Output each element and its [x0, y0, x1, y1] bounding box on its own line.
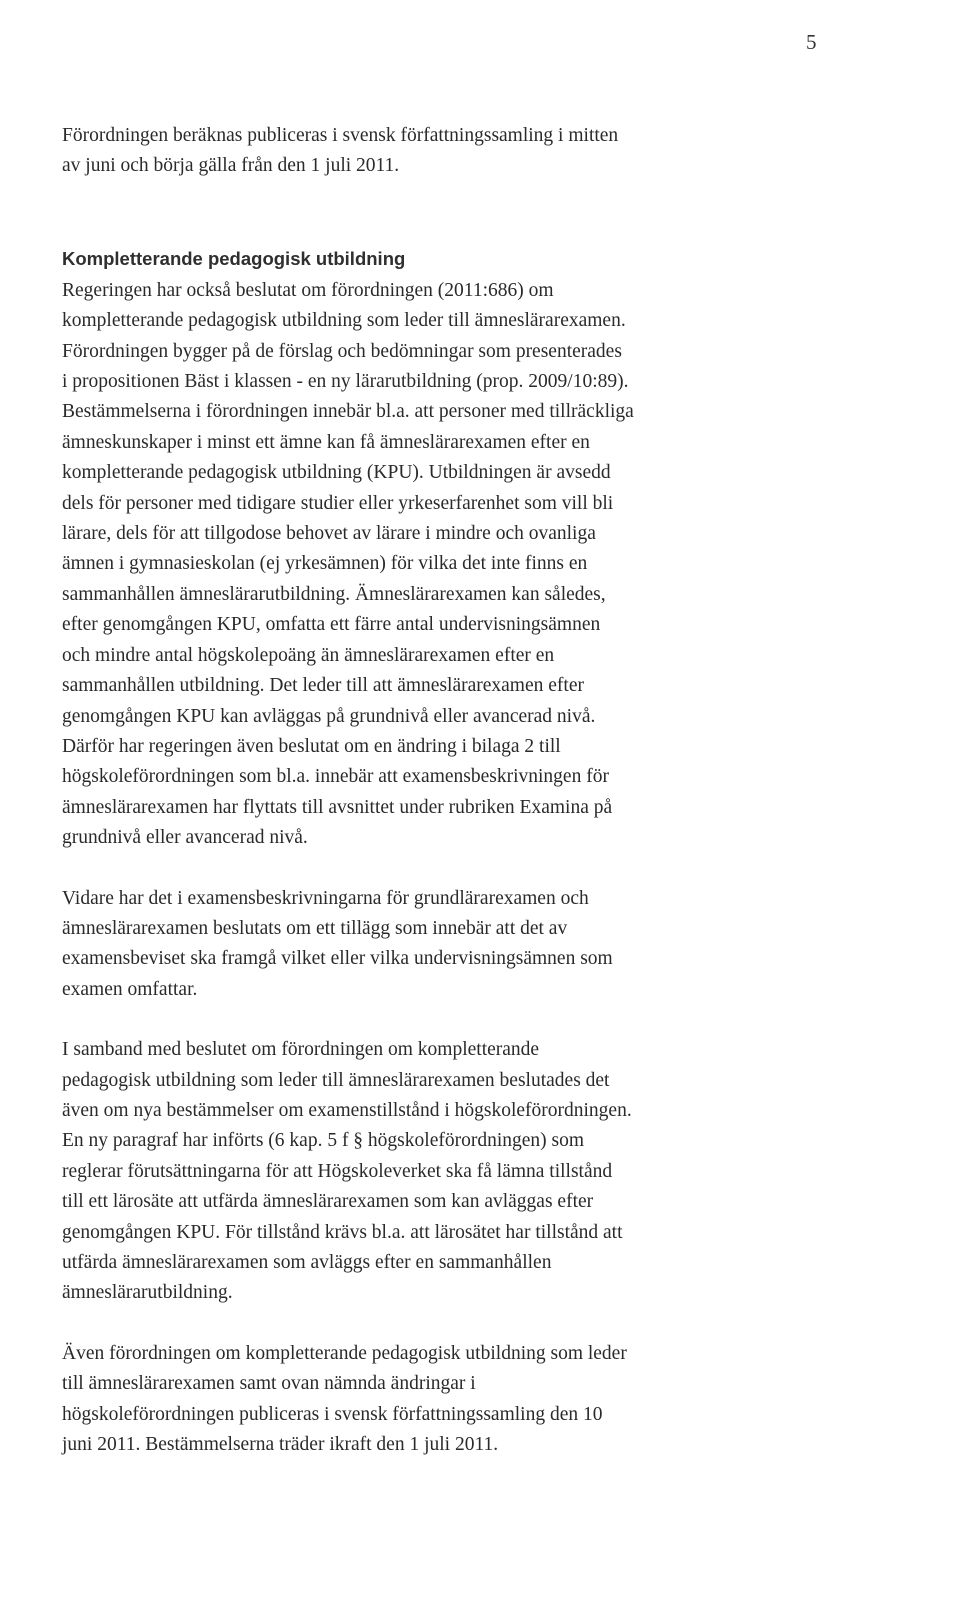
- text-line: Bestämmelserna i förordningen innebär bl.a. att personer med tillräckliga: [62, 401, 634, 423]
- text-line: ämnen i gymnasieskolan (ej yrkesämnen) för vilka det inte finns en: [62, 553, 588, 575]
- text-line: till ett lärosäte att utfärda ämneslärarexamen som kan avläggas efter: [62, 1191, 594, 1213]
- text-line: Även förordningen om kompletterande pedagogisk utbildning som leder: [62, 1342, 627, 1364]
- text-line: examen omfattar.: [62, 978, 198, 1000]
- text-line: grundnivå eller avancerad nivå.: [62, 827, 308, 849]
- text-line: genomgången KPU. För tillstånd krävs bl.a. att lärosätet har tillstånd att: [62, 1221, 623, 1243]
- text-line: dels för personer med tidigare studier eller yrkeserfarenhet som vill bli: [62, 492, 614, 514]
- text-line: ämneslärarexamen beslutats om ett tillägg som innebär att det av: [62, 917, 568, 939]
- paragraph-publication: [62, 1339, 852, 1461]
- text-line: sammanhållen utbildning. Det leder till att ämneslärarexamen efter: [62, 675, 584, 697]
- text-line: till ämneslärarexamen samt ovan nämnda ändringar i: [62, 1373, 476, 1395]
- text-line: Förordningen bygger på de förslag och bedömningar som presenterades: [62, 340, 622, 362]
- text-line: Vidare har det i examensbeskrivningarna för grundlärarexamen och: [62, 887, 589, 909]
- paragraph-kpu-decision: [62, 276, 852, 854]
- text-line: ämneslärarexamen har flyttats till avsnittet under rubriken Examina på: [62, 796, 613, 818]
- text-line: Förordningen beräknas publiceras i svensk författningssamling i mitten: [62, 125, 619, 146]
- intro-paragraph: [62, 121, 852, 182]
- text-line: juni 2011. Bestämmelserna träder ikraft den 1 juli 2011.: [62, 1434, 499, 1456]
- text-line: även om nya bestämmelser om examenstillstånd i högskoleförordningen.: [62, 1099, 632, 1121]
- text-line: av juni och börja gälla från den 1 juli 2011.: [62, 155, 400, 177]
- text-line: pedagogisk utbildning som leder till ämneslärarexamen beslutades det: [62, 1069, 610, 1091]
- text-line: Därför har regeringen även beslutat om en ändring i bilaga 2 till: [62, 735, 561, 757]
- document-body: [62, 121, 852, 1460]
- text-line: sammanhållen ämneslärarutbildning. Ämneslärarexamen kan således,: [62, 583, 606, 605]
- text-line: examensbeviset ska framgå vilket eller vilka undervisningsämnen som: [62, 948, 613, 970]
- text-line: lärare, dels för att tillgodose behovet av lärare i mindre och ovanliga: [62, 523, 596, 545]
- text-line: högskoleförordningen som bl.a. innebär att examensbeskrivningen för: [62, 766, 609, 788]
- text-line: ämneslärarutbildning.: [62, 1282, 233, 1304]
- text-line: kompletterande pedagogisk utbildning (KPU). Utbildningen är avsedd: [62, 462, 611, 484]
- text-line: kompletterande pedagogisk utbildning som leder till ämneslärarexamen.: [62, 310, 626, 332]
- paragraph-degree-permits: [62, 1035, 852, 1309]
- text-line: reglerar förutsättningarna för att Högskoleverket ska få lämna tillstånd: [62, 1160, 613, 1182]
- text-line: utfärda ämneslärarexamen som avläggs efter en sammanhållen: [62, 1252, 552, 1273]
- text-line: genomgången KPU kan avläggas på grundnivå eller avancerad nivå.: [62, 705, 596, 727]
- text-line: Regeringen har också beslutat om förordningen (2011:686) om: [62, 279, 554, 301]
- text-line: högskoleförordningen publiceras i svensk författningssamling den 10: [62, 1403, 603, 1425]
- paragraph-degree-descriptions: [62, 884, 852, 1006]
- page-number: 5: [806, 30, 817, 54]
- text-line: efter genomgången KPU, omfatta ett färre antal undervisningsämnen: [62, 614, 601, 636]
- text-line: En ny paragraf har införts (6 kap. 5 f § högskoleförordningen) som: [62, 1130, 585, 1152]
- section-heading: Kompletterande pedagogisk utbildning: [62, 247, 406, 269]
- text-line: och mindre antal högskolepoäng än ämneslärarexamen efter en: [62, 644, 555, 666]
- text-line: i propositionen Bäst i klassen - en ny lärarutbildning (prop. 2009/10:89).: [62, 371, 629, 393]
- text-line: ämneskunskaper i minst ett ämne kan få ämneslärarexamen efter en: [62, 431, 590, 453]
- text-line: I samband med beslutet om förordningen om kompletterande: [62, 1039, 540, 1061]
